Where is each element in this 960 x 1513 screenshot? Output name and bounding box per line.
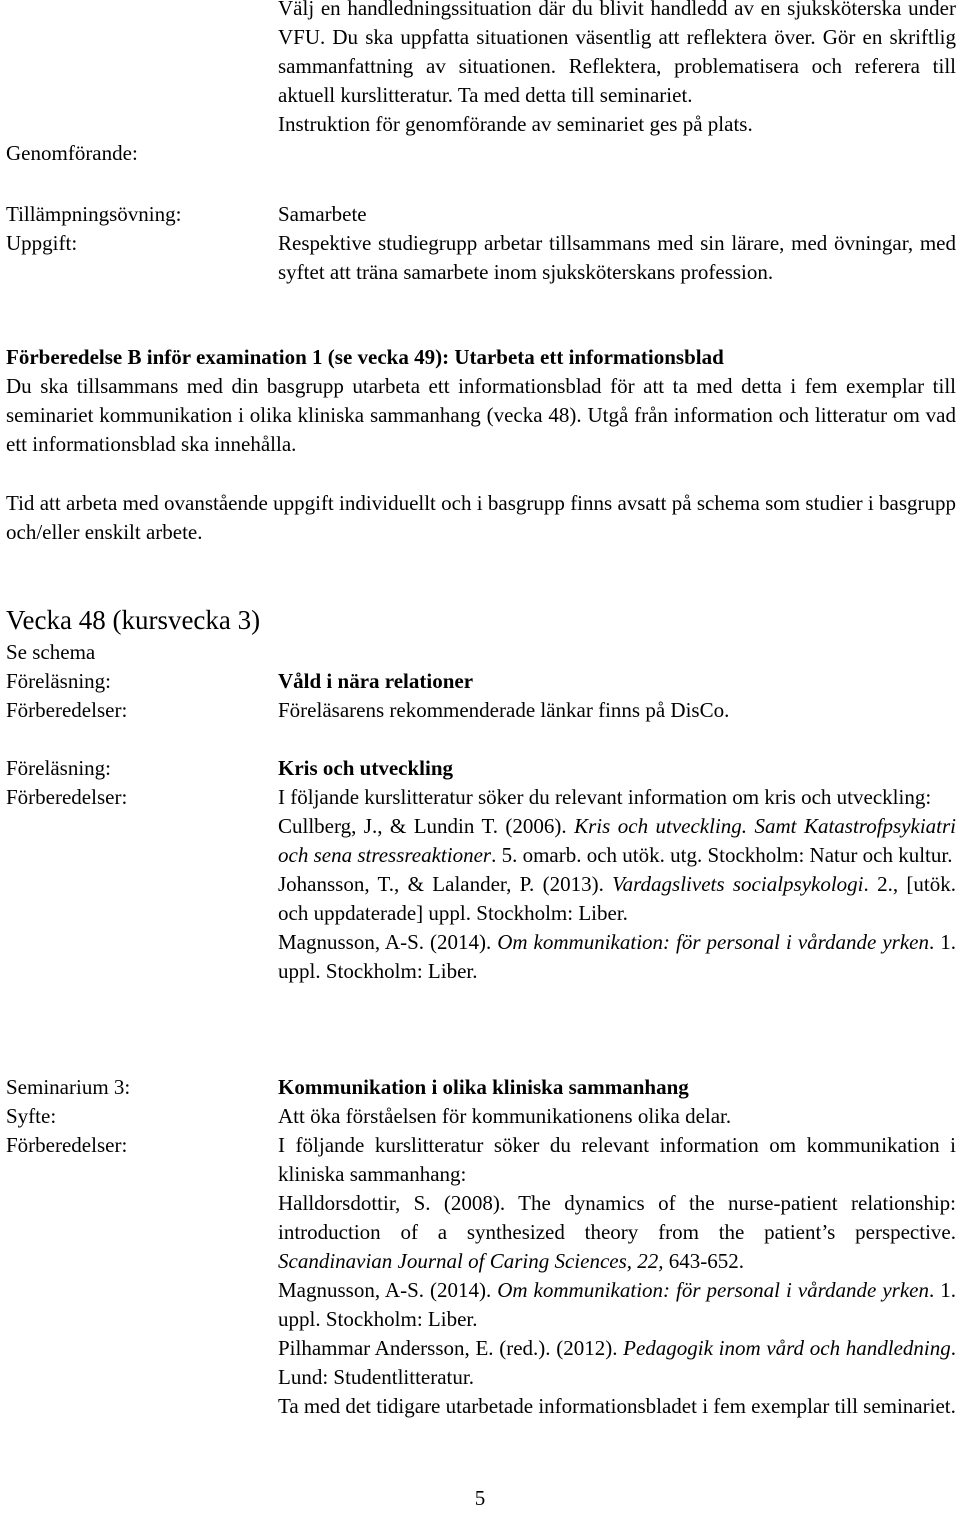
forberedelse-b-heading: Förberedelse B inför examination 1 (se vecka 49): Utarbeta ett informationsblad [6, 345, 724, 369]
seminar-syfte: Att öka förståelsen för kommunikationens olika delar. [278, 1104, 732, 1128]
reference-item: Cullberg, J., & Lundin T. (2006). Kris och utveckling. Samt Katastrofpsykiatri och sena stressreaktioner. 5. omarb. och utök. utg. Stockholm: Natur och kultur. [278, 814, 957, 867]
reference-item: Johansson, T., & Lalander, P. (2013). Vardagslivets socialpsykologi. 2., [utök. och uppdaterade] uppl. Stockholm: Liber. [278, 872, 956, 925]
genomforande-label: Genomförande: [6, 141, 138, 165]
lecture-vald [6, 667, 956, 725]
tillampning-text: Respektive studiegrupp arbetar tillsammans med sin lärare, med övningar, med syftet att träna samarbete inom sjuksköterskans profession. [278, 231, 956, 284]
seminarium-label: Seminarium 3: [6, 1075, 131, 1099]
seminar-closing: Ta med det tidigare utarbetade informationsbladet i fem exemplar till seminariet. [278, 1394, 956, 1418]
page-number: 5 [474, 1486, 486, 1510]
lecture-prep: Föreläsarens rekommenderade länkar finns på DisCo. [278, 698, 730, 722]
seminar-title: Kommunikation i olika kliniska sammanhang [278, 1075, 689, 1099]
reference-item: Pilhammar Andersson, E. (red.). (2012). Pedagogik inom vård och handledning. Lund: Studentlitteratur. [278, 1336, 957, 1389]
se-schema-text: Se schema [6, 640, 96, 664]
forberedelse-b-text: Du ska tillsammans med din basgrupp utarbeta ett informationsblad för att ta med detta i fem exemplar till seminariet kommunikation i olika kliniska sammanhang (vecka 48). Utgå från information och litteratur om vad ett informationsblad ska innehålla. [6, 374, 956, 456]
reference-item: Magnusson, A-S. (2014). Om kommunikation: för personal i vårdande yrken. 1. uppl. Stockholm: Liber. [278, 1278, 956, 1331]
seminar-3 [6, 1073, 956, 1421]
lecture-title: Kris och utveckling [278, 756, 454, 780]
tillampning-title: Samarbete [278, 202, 367, 226]
reference-item: Halldorsdottir, S. (2008). The dynamics of the nurse-patient relationship: introduction of a synthesized theory from the patient’s perspective. Scandinavian Journal of Caring Sciences, 22, 643-652. [278, 1191, 956, 1273]
lecture-kris [6, 754, 956, 986]
lecture-prep: I följande kurslitteratur söker du relevant information om kris och utveckling: [278, 785, 932, 809]
genomforande-text: Instruktion för genomförande av seminariet ges på plats. [278, 112, 753, 136]
week48-heading: Vecka 48 (kursvecka 3) [6, 605, 261, 635]
tillampning-section [6, 200, 956, 287]
forberedelser-label: Förberedelser: [6, 698, 128, 722]
syfte-label: Syfte: [6, 1104, 57, 1128]
forberedelse-b-section [6, 343, 956, 459]
intro-paragraph: Välj en handledningssituation där du blivit handledd av en sjuksköterska under VFU. Du ska uppfatta situationen väsentlig att reflektera över. Gör en skriftlig sammanfattning av situationen. Reflektera, problematisera och referera till aktuell kurslitteratur. Ta med detta till seminariet. [278, 0, 956, 107]
genomforande-section [6, 0, 956, 168]
forberedelser-label: Förberedelser: [6, 1133, 128, 1157]
tid-paragraph: Tid att arbeta med ovanstående uppgift individuellt och i basgrupp finns avsatt på schema som studier i basgrupp och/eller enskilt arbete. [6, 491, 956, 544]
forelasning-label: Föreläsning: [6, 756, 111, 780]
lecture-title: Våld i nära relationer [278, 669, 474, 693]
uppgift-label: Uppgift: [6, 231, 78, 255]
reference-item: Magnusson, A-S. (2014). Om kommunikation: för personal i vårdande yrken. 1. uppl. Stockholm: Liber. [278, 930, 956, 983]
seminar-prep: I följande kurslitteratur söker du relevant information om kommunikation i kliniska sammanhang: [278, 1133, 956, 1186]
forelasning-label: Föreläsning: [6, 669, 111, 693]
forberedelser-label: Förberedelser: [6, 785, 128, 809]
tillampning-label: Tillämpningsövning: [6, 202, 182, 226]
